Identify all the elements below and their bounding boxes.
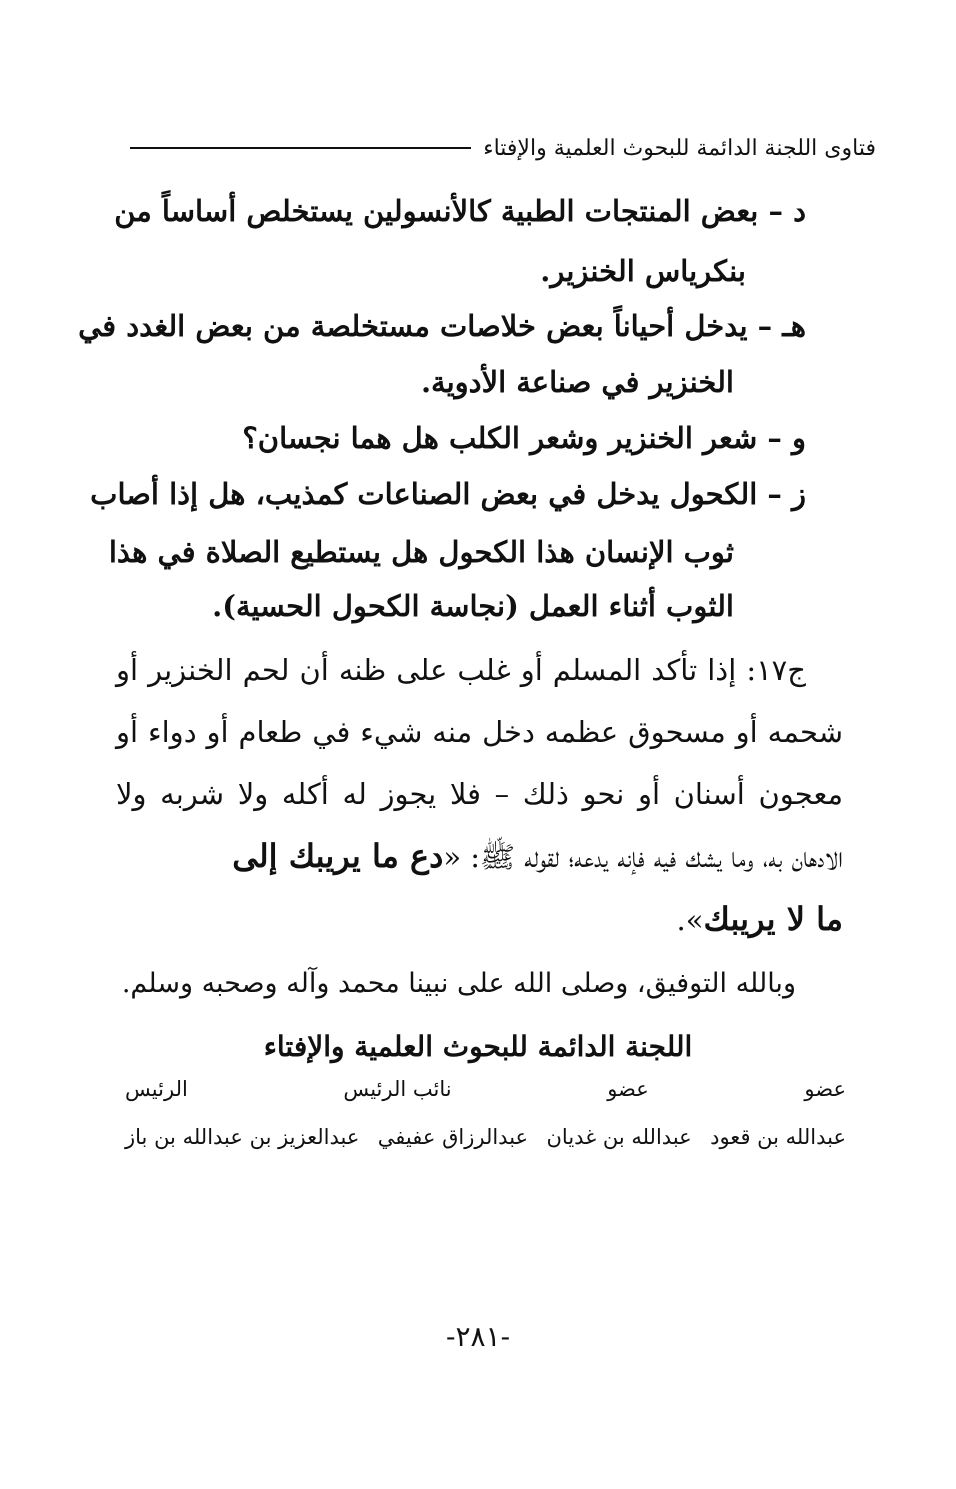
- hadith-quote-part-2: ما لا يريبك: [703, 900, 843, 938]
- member-role: عضو: [804, 1077, 846, 1101]
- answer-line-1: ج١٧: إذا تأكد المسلم أو غلب على ظنه أن لحم الخنزير أو: [116, 653, 806, 687]
- answer-line-2: شحمه أو مسحوق عظمه دخل منه شيء في طعام أو دواء أو: [116, 715, 843, 749]
- header-rule: [130, 147, 471, 149]
- closing-line: وبالله التوفيق، وصلى الله على نبينا محمد وآله وصحبه وسلم.: [121, 968, 796, 999]
- question-item-z-line-3: الثوب أثناء العمل (نجاسة الكحول الحسية).: [212, 589, 734, 623]
- member-name: عبدالرزاق عفيفي: [377, 1125, 529, 1149]
- answer-line-5: [676, 900, 843, 938]
- answer-line-5-end: ».: [676, 903, 704, 937]
- member-roles-row: [125, 1077, 846, 1101]
- member-role: الرئيس: [125, 1077, 188, 1101]
- member-name: عبدالله بن غديان: [546, 1125, 692, 1149]
- question-item-h-line-1: هـ – يدخل أحياناً بعض خلاصات مستخلصة من بعض الغدد في: [78, 309, 806, 343]
- header-title: فتاوى اللجنة الدائمة للبحوث العلمية والإفتاء: [483, 135, 876, 161]
- question-item-z-line-1: ز – الكحول يدخل في بعض الصناعات كمذيب، هل إذا أصاب: [90, 477, 806, 511]
- answer-line-4: [232, 837, 843, 875]
- member-names-row: [125, 1125, 846, 1149]
- answer-line-3: معجون أسنان أو نحو ذلك – فلا يجوز له أكله ولا شربه ولا: [116, 777, 843, 811]
- member-role: عضو: [607, 1077, 649, 1101]
- question-item-d-line-2: بنكرياس الخنزير.: [540, 254, 746, 288]
- question-item-w-line-1: و – شعر الخنزير وشعر الكلب هل هما نجسان؟: [242, 421, 806, 455]
- running-header: [130, 128, 876, 168]
- question-item-d-line-1: د – بعض المنتجات الطبية كالأنسولين يستخلص أساساً من: [114, 194, 806, 228]
- page-number: -٢٨١-: [445, 1320, 511, 1353]
- hadith-quote-part-1: دع ما يريبك إلى: [232, 837, 444, 875]
- committee-name: اللجنة الدائمة للبحوث العلمية والإفتاء: [263, 1030, 693, 1063]
- member-name: عبدالله بن قعود: [710, 1125, 846, 1149]
- question-item-z-line-2: ثوب الإنسان هذا الكحول هل يستطيع الصلاة في هذا: [108, 535, 734, 569]
- member-name: عبدالعزيز بن عبدالله بن باز: [125, 1125, 360, 1149]
- member-role: نائب الرئيس: [343, 1077, 452, 1101]
- answer-line-4-text: الادهان به، وما يشك فيه فإنه يدعه؛ لقوله ﷺ: «: [443, 840, 843, 874]
- question-item-h-line-2: الخنزير في صناعة الأدوية.: [420, 365, 734, 399]
